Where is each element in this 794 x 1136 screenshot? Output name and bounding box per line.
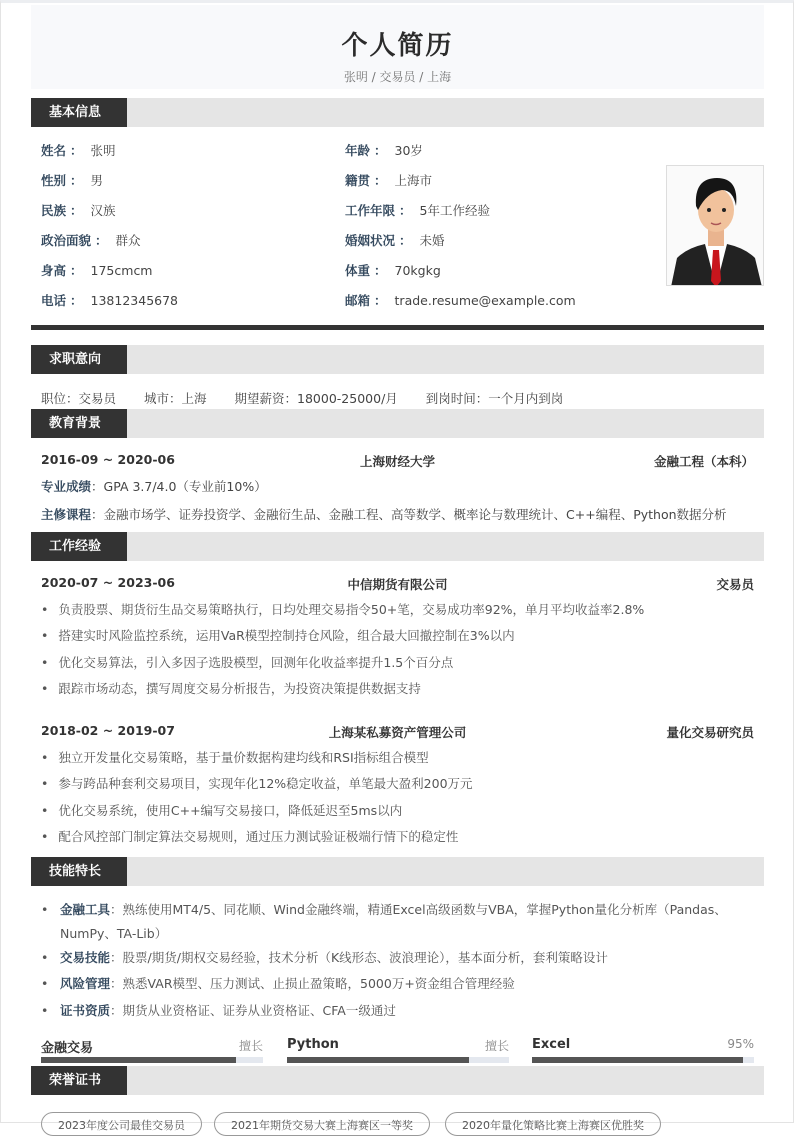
info-value: 175cmcm: [90, 263, 153, 278]
info-row: [345, 293, 576, 309]
work-role: 量化交易研究员: [666, 725, 755, 740]
info-label: 政治面貌: [41, 233, 92, 248]
skill-item: [41, 972, 753, 996]
work-role: 交易员: [716, 577, 755, 592]
info-value: 上海市: [394, 173, 433, 188]
info-row: [41, 233, 141, 249]
info-colon: ：: [70, 143, 83, 158]
skill-text: ：熟悉VAR模型、压力测试、止损止盈策略，5000万+资金组合管理经验: [110, 976, 515, 991]
work-bullet: • 优化交易算法，引入多因子选股模型，回测年化收益率提升1.5个百分点: [41, 655, 453, 671]
section-title: 基本信息: [31, 98, 127, 127]
divider: [31, 325, 764, 330]
skill-label: 金融工具: [60, 902, 111, 917]
skill-label: 风险管理: [60, 976, 111, 991]
info-label: 邮箱: [345, 293, 371, 308]
work-period: 2020-07 ~ 2023-06: [41, 575, 175, 590]
section-job-intent: [31, 345, 764, 374]
edu-courses: [41, 507, 727, 523]
skill-item: [41, 898, 753, 946]
edu-major: 金融工程（本科）: [654, 454, 755, 469]
job-intent-line: [41, 389, 563, 407]
honor-badge: 2021年期货交易大赛上海赛区一等奖: [214, 1112, 430, 1136]
info-value: trade.resume@example.com: [394, 293, 576, 308]
info-colon: ：: [374, 143, 387, 158]
info-label: 工作年限: [345, 203, 396, 218]
courses-value: ：金融市场学、证券投资学、金融衍生品、金融工程、高等数学、概率论与数理统计、C++编程、Python数据分析: [91, 507, 727, 522]
section-title: 求职意向: [31, 345, 127, 374]
info-value: 70kgkg: [394, 263, 441, 278]
info-row: [41, 173, 103, 189]
work-bullet: • 优化交易系统，使用C++编写交易接口，降低延迟至5ms以内: [41, 803, 402, 819]
work-entry-header: [41, 723, 754, 741]
intent-position: 职位：交易员: [41, 391, 117, 406]
edu-period: 2016-09 ~ 2020-06: [41, 452, 175, 467]
info-value: 未婚: [419, 233, 445, 248]
info-value: 汉族: [90, 203, 116, 218]
info-label: 婚姻状况: [345, 233, 396, 248]
skill-bar-track: [287, 1057, 509, 1063]
work-company: 中信期货有限公司: [347, 577, 448, 592]
info-colon: ：: [374, 173, 387, 188]
info-colon: ：: [70, 173, 83, 188]
work-bullet: • 跟踪市场动态，撰写周度交易分析报告，为投资决策提供数据支持: [41, 681, 421, 697]
intent-salary: 期望薪资：18000-25000/月: [234, 391, 398, 406]
work-bullet: • 独立开发量化交易策略，基于量价数据构建均线和RSI指标组合模型: [41, 750, 429, 766]
skill-bar-name: 金融交易: [41, 1041, 94, 1056]
info-label: 体重: [345, 263, 371, 278]
page-title: 个人简历: [341, 31, 454, 61]
info-label: 性别: [41, 173, 67, 188]
skill-bar-level: 擅长: [484, 1039, 509, 1053]
info-row: [345, 233, 445, 249]
info-colon: ：: [374, 263, 387, 278]
info-value: 5年工作经验: [419, 203, 490, 218]
section-title: 工作经验: [31, 532, 127, 561]
work-bullet: • 配合风控部门制定算法交易规则，通过压力测试验证极端行情下的稳定性: [41, 829, 458, 845]
info-colon: ：: [399, 233, 412, 248]
gpa-value: ：GPA 3.7/4.0（专业前10%）: [91, 479, 267, 494]
section-work: [31, 532, 764, 561]
intent-availability: 到岗时间：一个月内到岗: [425, 391, 564, 406]
honor-badge: 2020年量化策略比赛上海赛区优胜奖: [445, 1112, 661, 1136]
skill-bar-fill: [41, 1057, 236, 1063]
work-entry-header: [41, 575, 754, 593]
page-subtitle: 张明 / 交易员 / 上海: [343, 70, 452, 84]
skill-text: ：股票/期货/期权交易经验，技术分析（K线形态、波浪理论），基本面分析，套利策略设计: [110, 950, 608, 965]
info-value: 30岁: [394, 143, 423, 158]
avatar-illustration: [667, 166, 764, 286]
info-row: [41, 263, 153, 279]
skill-text: ：期货从业资格证、证券从业资格证、CFA一级通过: [110, 1003, 396, 1018]
work-company: 上海某私募资产管理公司: [328, 725, 467, 740]
edu-gpa: [41, 479, 267, 495]
info-value: 13812345678: [90, 293, 179, 308]
skill-item: [41, 946, 753, 970]
info-row: [41, 203, 116, 219]
skill-bar: [287, 1037, 509, 1052]
info-colon: ：: [374, 293, 387, 308]
section-honors: [31, 1066, 764, 1095]
work-bullet: • 负责股票、期货衍生品交易策略执行，日均处理交易指令50+笔，交易成功率92%，单月平均收益率2.8%: [41, 602, 644, 618]
skill-bar-fill: [532, 1057, 743, 1063]
section-education: [31, 409, 764, 438]
info-row: [345, 173, 432, 189]
skill-item: [41, 999, 753, 1023]
section-title: 技能特长: [31, 857, 127, 886]
info-label: 年龄: [345, 143, 371, 158]
info-colon: ：: [95, 233, 108, 248]
info-row: [345, 203, 490, 219]
honor-badge: 2023年度公司最佳交易员: [41, 1112, 202, 1136]
info-label: 籍贯: [345, 173, 371, 188]
info-label: 身高: [41, 263, 67, 278]
education-entry-header: [41, 452, 754, 470]
section-title: 荣誉证书: [31, 1066, 127, 1095]
skill-bar-fill: [287, 1057, 469, 1063]
skill-label: 交易技能: [60, 950, 111, 965]
info-colon: ：: [399, 203, 412, 218]
skill-label: 证书资质: [60, 1003, 111, 1018]
info-label: 民族: [41, 203, 67, 218]
info-colon: ：: [70, 203, 83, 218]
skill-bar-track: [41, 1057, 263, 1063]
skill-bar-level: 95%: [727, 1037, 754, 1051]
info-row: [41, 293, 178, 309]
work-bullet: • 参与跨品种套利交易项目，实现年化12%稳定收益，单笔最大盈利200万元: [41, 776, 473, 792]
skill-bar: [532, 1037, 754, 1052]
info-row: [41, 143, 116, 159]
skill-text: ：熟练使用MT4/5、同花顺、Wind金融终端，精通Excel高级函数与VBA，掌握Python量化分析库（Pandas、NumPy、TA-Lib）: [60, 902, 727, 941]
skill-bar-name: Python: [287, 1037, 339, 1052]
info-row: [345, 143, 423, 159]
info-label: 姓名: [41, 143, 67, 158]
skill-bar-name: Excel: [532, 1037, 571, 1052]
skill-bar-track: [532, 1057, 754, 1063]
info-label: 电话: [41, 293, 67, 308]
profile-photo: [666, 165, 764, 286]
section-basic-info: [31, 98, 764, 127]
gpa-label: 专业成绩: [41, 479, 92, 494]
skill-bar-level: 擅长: [238, 1039, 263, 1053]
info-colon: ：: [70, 293, 83, 308]
info-row: [345, 263, 441, 279]
edu-school: 上海财经大学: [360, 454, 436, 469]
resume-header: [31, 5, 764, 89]
work-bullet: • 搭建实时风险监控系统，运用VaR模型控制持仓风险，组合最大回撤控制在3%以内: [41, 628, 515, 644]
info-value: 张明: [90, 143, 116, 158]
intent-city: 城市：上海: [144, 391, 207, 406]
info-value: 群众: [115, 233, 141, 248]
courses-label: 主修课程: [41, 507, 92, 522]
skill-bar: [41, 1037, 263, 1056]
info-colon: ：: [70, 263, 83, 278]
section-title: 教育背景: [31, 409, 127, 438]
info-value: 男: [90, 173, 104, 188]
section-skills: [31, 857, 764, 886]
work-period: 2018-02 ~ 2019-07: [41, 723, 175, 738]
